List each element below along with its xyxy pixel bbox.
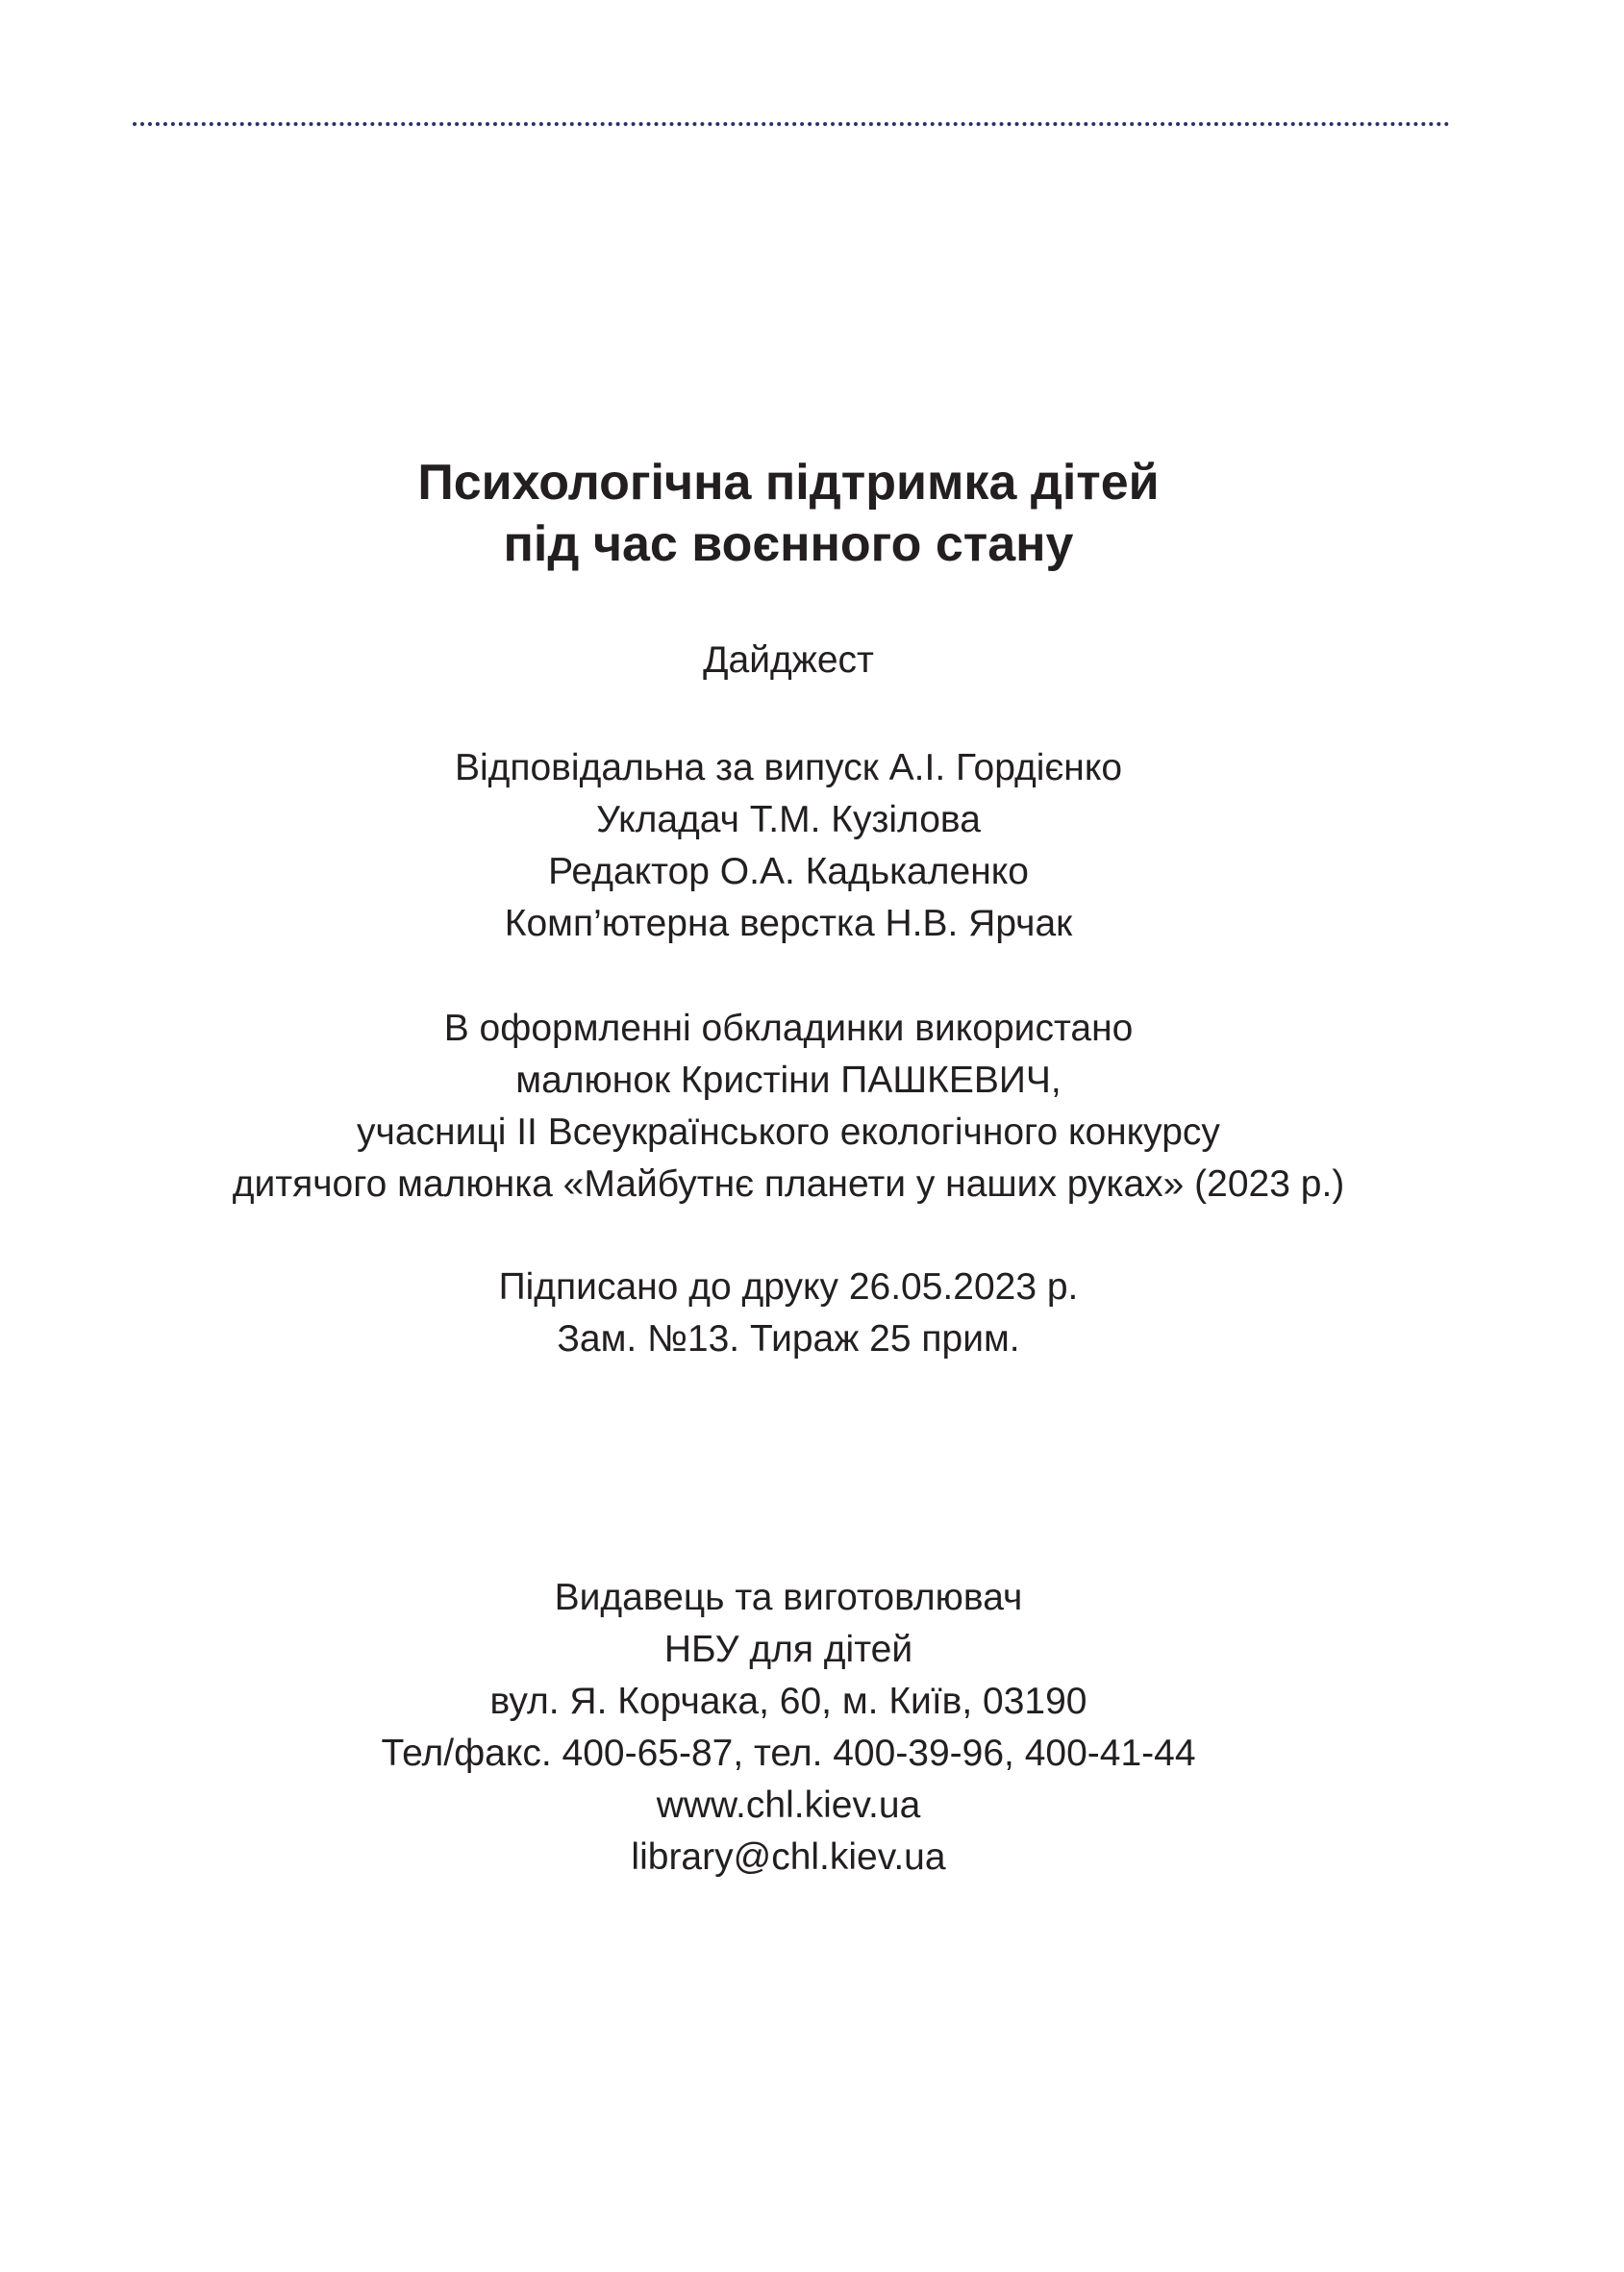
publisher-phone: Тел/факс. 400-65-87, тел. 400-39-96, 400-41-44 <box>381 1733 1196 1774</box>
credit-editor: Редактор О.А. Кадькаленко <box>548 851 1029 892</box>
document-title <box>0 452 1577 575</box>
cover-note-line: учасниці ІІ Всеукраїнського екологічного конкурсу <box>357 1111 1220 1153</box>
document-subtitle <box>0 635 1577 687</box>
publisher-block <box>0 1572 1577 1884</box>
credit-layout: Комп’ютерна верстка Н.В. Ярчак <box>504 903 1073 944</box>
cover-note-line: В оформленні обкладинки використано <box>443 1008 1134 1049</box>
publisher-name: НБУ для дітей <box>663 1629 913 1670</box>
cover-note-line: дитячого малюнка «Майбутнє планети у наших руках» (2023 р.) <box>232 1163 1345 1205</box>
print-signed-date: Підписано до друку 26.05.2023 р. <box>498 1266 1079 1308</box>
print-order-run: Зам. №13. Тираж 25 прим. <box>557 1318 1020 1360</box>
title-line-1: Психологічна підтримка дітей <box>417 455 1160 511</box>
publisher-email: library@chl.kiev.ua <box>631 1836 946 1878</box>
credit-responsible: Відповідальна за випуск А.І. Гордієнко <box>454 747 1123 788</box>
dotted-divider <box>133 122 1450 126</box>
publisher-address: вул. Я. Корчака, 60, м. Київ, 03190 <box>489 1681 1087 1722</box>
credit-compiler: Укладач Т.М. Кузілова <box>596 799 981 840</box>
credits-block <box>0 742 1577 950</box>
cover-note-block <box>0 1003 1577 1211</box>
title-line-2: під час воєнного стану <box>503 516 1074 572</box>
print-info-block <box>0 1261 1577 1365</box>
subtitle-text: Дайджест <box>703 639 874 681</box>
publisher-website: www.chl.kiev.ua <box>656 1785 921 1826</box>
publisher-role: Видавець та виготовлювач <box>554 1577 1023 1618</box>
cover-note-line: малюнок Кристіни ПАШКЕВИЧ, <box>515 1060 1062 1101</box>
